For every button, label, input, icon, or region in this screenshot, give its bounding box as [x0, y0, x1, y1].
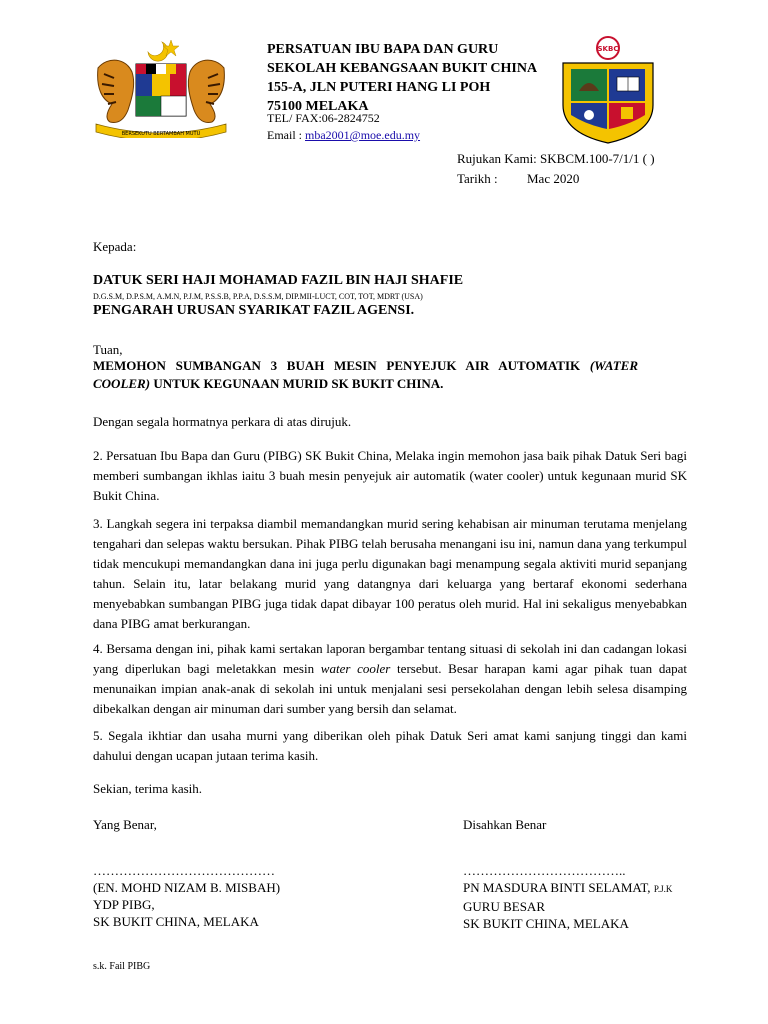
date-line	[457, 169, 655, 189]
paragraph-4-text: 4. Bersama dengan ini, pihak kami sertakan laporan bergambar tentang situasi di sekolah ini dan cadangan lokasi yang diperlukan bagi meletakkan mesin	[93, 641, 687, 676]
subject-line	[93, 357, 638, 393]
subject-part: UNTUK KEGUNAAN MURID SK BUKIT CHINA.	[150, 376, 444, 391]
email-label: Email :	[267, 128, 305, 142]
letterhead-line: 75100 MELAKA	[267, 99, 369, 114]
paragraph-5: 5. Segala ikhtiar dan usaha murni yang diberikan oleh pihak Datuk Seri amat kami sanjung tinggi dan kami dahului dengan ucapan jutaan terima kasih.	[93, 728, 687, 763]
signatory-honorific: P.J.K	[653, 884, 673, 894]
signature-line: ……………………………………	[93, 863, 275, 878]
email-line	[267, 127, 420, 144]
reference-block	[457, 149, 655, 189]
letterhead	[267, 40, 537, 116]
recipient-titles: D.G.S.M, D.P.S.M, A.M.N, P.J.M, P.S.S.B, P.P.A, D.S.S.M, DIP.MII-LUCT, COT, TOT, MDRT (USA)	[93, 292, 423, 301]
tel-fax: TEL/ FAX:06-2824752	[267, 111, 380, 125]
contact-info	[267, 110, 420, 144]
letterhead-line: PERSATUAN IBU BAPA DAN GURU	[267, 42, 499, 57]
right-signature-block	[463, 862, 672, 932]
badge-initials: SKBC	[597, 45, 619, 53]
subject-part: MEMOHON SUMBANGAN 3 BUAH MESIN PENYEJUK AIR AUTOMATIK	[93, 358, 590, 373]
crest-motto: BERSEKUTU BERTAMBAH MUTU	[121, 131, 201, 137]
signatory-org: SK BUKIT CHINA, MELAKA	[93, 914, 259, 929]
reference-number: Rujukan Kami: SKBCM.100-7/1/1 ( )	[457, 151, 655, 166]
coat-of-arms-crest	[88, 38, 234, 138]
paragraph-4-text: tersebut. Besar harapan kami agar pihak tuan dapat menunaikan impian anak-anak di sekolah ini untuk menjalani sesi persekolahan dengan lebih selesa disamping dibekalkan dengan air minuman dari sumber yang bersih dan selamat.	[93, 661, 687, 716]
school-badge	[557, 35, 659, 145]
date-label: Tarikh :	[457, 171, 498, 186]
signatory-org: SK BUKIT CHINA, MELAKA	[463, 916, 629, 931]
recipient-name: DATUK SERI HAJI MOHAMAD FAZIL BIN HAJI SHAFIE	[93, 273, 464, 288]
signatory-role: YDP PIBG,	[93, 897, 155, 912]
email-link[interactable]: mba2001@moe.edu.my	[305, 128, 421, 142]
cc-note: s.k. Fail PIBG	[93, 961, 151, 972]
closing-line: Sekian, terima kasih.	[93, 781, 203, 796]
paragraph-2: 2. Persatuan Ibu Bapa dan Guru (PIBG) SK Bukit China, Melaka ingin memohon jasa baik pihak Datuk Seri bagi memberi sumbangan ikhlas iaitu 3 buah mesin penyejuk air automatik (water cooler) untuk kegunaan murid SK Bukit China.	[93, 448, 687, 503]
paragraph-4-italic: water cooler	[320, 661, 391, 676]
signatory-name: (EN. MOHD NIZAM B. MISBAH)	[93, 880, 281, 895]
paragraph-3: 3. Langkah segera ini terpaksa diambil memandangkan murid sering kehabisan air minuman terutama menjelang tengahari dan selepas waktu bersukan. Pihak PIBG telah berusaha menangani isu ini, namun dana yang terkumpul tidak mencukupi memandangkan dana ini juga perlu digunakan bagi menampung segala aktiviti murid sepanjang tahun. Selain itu, latar belakang murid yang datangnya dari keluarga yang bertaraf ekonomi sederhana menyebabkan sumbangan PIBG juga tidak dapat dibayar 100 peratus oleh murid. Hal ini sekaligus menyebabkan dana PIBG amat berkurangan.	[93, 516, 687, 631]
letterhead-line: SEKOLAH KEBANGSAAN BUKIT CHINA	[267, 61, 538, 76]
signatory-name: PN MASDURA BINTI SELAMAT,	[463, 880, 654, 895]
left-sign-heading: Yang Benar,	[93, 817, 157, 832]
recipient-position: PENGARAH URUSAN SYARIKAT FAZIL AGENSI.	[93, 303, 415, 318]
salutation: Tuan,	[93, 342, 123, 357]
paragraph-4	[93, 639, 687, 719]
to-label: Kepada:	[93, 239, 137, 254]
subject-italic: (WATER COOLER)	[93, 358, 638, 391]
right-sign-heading: Disahkan Benar	[463, 817, 547, 832]
signature-line: ………………………………..	[463, 863, 626, 878]
date-value: Mac 2020	[527, 171, 580, 186]
left-signature-block	[93, 862, 280, 930]
letterhead-line: 155-A, JLN PUTERI HANG LI POH	[267, 80, 491, 95]
signatory-name-line	[463, 879, 672, 898]
signatory-role: GURU BESAR	[463, 899, 545, 914]
opening-line: Dengan segala hormatnya perkara di atas dirujuk.	[93, 414, 352, 429]
